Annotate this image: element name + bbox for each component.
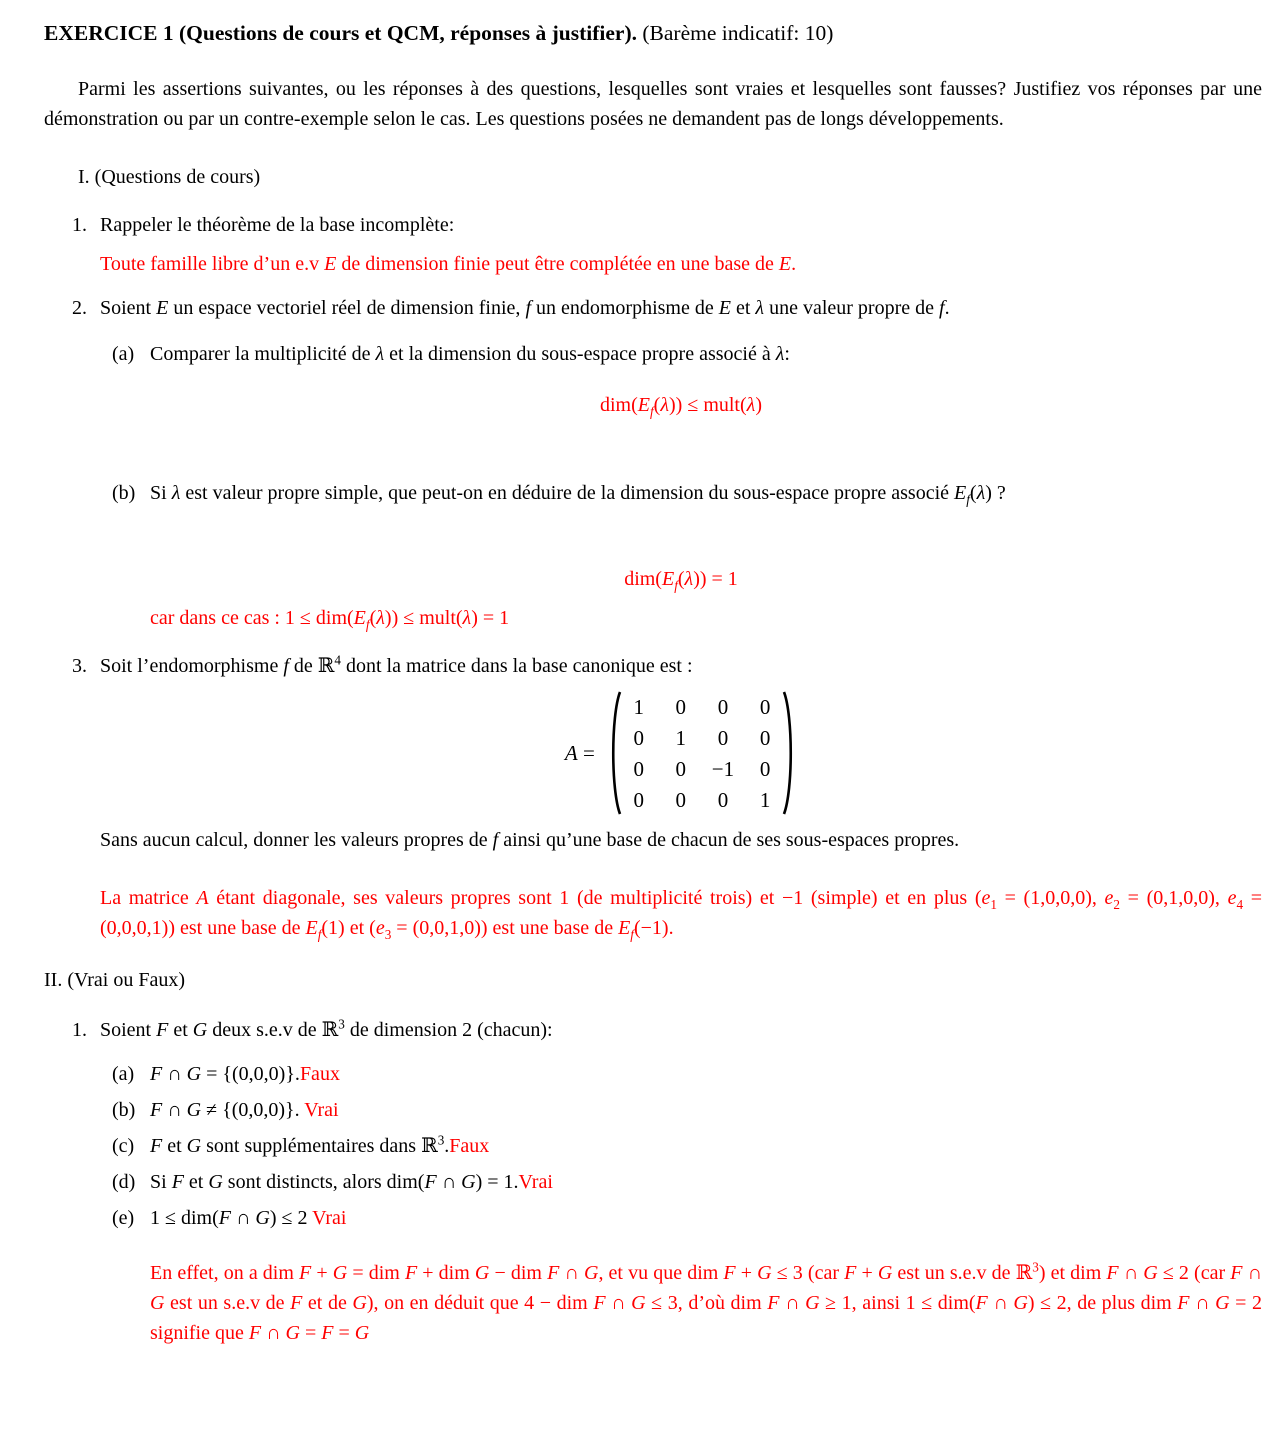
matrix-cell: 0 (633, 725, 645, 750)
question-number: 1. (72, 214, 87, 236)
matrix-cell: 0 (759, 756, 771, 781)
matrix-cell: 0 (633, 787, 645, 812)
tf-label: (e) (112, 1207, 135, 1229)
exercise-title-bold: EXERCICE 1 (Questions de cours et QCM, réponses à justifier). (44, 21, 638, 45)
answer-q1: Toute famille libre d’un e.v E de dimension finie peut être complétée en une base de E. (100, 253, 797, 275)
matrix-cell: 0 (759, 725, 771, 750)
question-text: Soit l’endomorphisme f de ℝ$^4$ dont la matrice dans la base canonique est : (100, 652, 693, 677)
tf-label: (c) (112, 1135, 135, 1157)
subquestion-label: (b) (112, 482, 136, 504)
matrix-cell: 1 (675, 725, 687, 750)
question-2b (100, 478, 1262, 508)
exercise-title-scale: (Barème indicatif: 10) (642, 21, 834, 45)
subquestion-label: (a) (112, 343, 135, 365)
question-number: 2. (72, 297, 87, 319)
tf-item-d (100, 1167, 1262, 1197)
matrix-left-paren-icon (607, 689, 623, 817)
question-text: Soient E un espace vectoriel réel de dimension finie, f un endomorphisme de E et λ une valeur propre de f. (100, 297, 950, 319)
matrix-cell: 0 (675, 756, 687, 781)
tf-statement: Si F et G sont distincts, alors dim(F ∩ G) = 1. (150, 1171, 519, 1193)
tf-item-e (100, 1203, 1262, 1233)
section-title: (Vrai ou Faux) (67, 969, 185, 991)
matrix-cell: 0 (759, 694, 771, 719)
answer-q3: La matrice A étant diagonale, ses valeurs propres sont 1 (de multiplicité trois) et −1 (simple) et en plus ($e_1 = (1,0,0,0)$, $e_2 = (0,1,0,0)$, $e_4 = (0,0,0,1)$) est une base de $E_f(1)$ et $(e_3 = (0,0,1,0))$ est une base de $E_f(-1)$. (100, 887, 1262, 942)
tf-verdict: Faux (449, 1135, 490, 1157)
section-heading-II (44, 965, 1262, 995)
intro-paragraph: Parmi les assertions suivantes, ou les réponses à des questions, lesquelles sont vraies et lesquelles sont fausses? Justifiez vos réponses par une démonstration ou par un contre-exemple selon le cas. Les questions posées ne demandent pas de longs développements. (44, 78, 1262, 130)
matrix (628, 694, 776, 813)
matrix-cell: 1 (633, 694, 645, 719)
question-number: 3. (72, 655, 87, 677)
tf-label: (d) (112, 1171, 136, 1193)
section-title: (Questions de cours) (94, 166, 261, 188)
answer-equation-2b: $dim(E_f(\lambda)) = 1$ (624, 568, 738, 593)
tf-statement: F et G sont supplémentaires dans ℝ$^3$. (150, 1132, 450, 1157)
question-II-1 (44, 1015, 1262, 1348)
question-1 (44, 210, 1262, 279)
tf-verdict: Faux (299, 1063, 340, 1085)
section-label: I. (78, 166, 90, 188)
section-label: II. (44, 969, 63, 991)
subquestion-text: Si λ est valeur propre simple, que peut-on en déduire de la dimension du sous-espace propre associé $E_f(\lambda)$ ? (150, 482, 1006, 507)
answer-equation-2a: $dim(E_f(\lambda))$ ≤ mult(λ) (600, 394, 762, 419)
question-text: Soient F et G deux s.e.v de ℝ$^3$ de dimension 2 (chacun): (100, 1016, 553, 1041)
matrix-cell: 0 (717, 694, 729, 719)
matrix-cell: 0 (717, 725, 729, 750)
subquestion-text: Comparer la multiplicité de λ et la dimension du sous-espace propre associé à λ: (150, 343, 790, 365)
tf-item-a (100, 1059, 1262, 1089)
tf-verdict: Vrai (518, 1171, 553, 1193)
exercise-title (44, 18, 1262, 48)
tf-statement: F ∩ G = {(0,0,0)}. (150, 1063, 300, 1085)
question-2a (100, 339, 1262, 369)
matrix-lhs: A = (564, 741, 595, 765)
tf-statement: F ∩ G ≠ {(0,0,0)}. (150, 1099, 305, 1121)
tf-label: (a) (112, 1063, 135, 1085)
matrix-equation (100, 683, 1262, 823)
matrix-cell: 1 (759, 787, 771, 812)
tf-statement: 1 ≤ dim(F ∩ G) ≤ 2 (150, 1207, 313, 1229)
tf-verdict: Vrai (312, 1207, 347, 1229)
matrix-cell: 0 (675, 694, 687, 719)
tf-item-b (100, 1095, 1262, 1125)
matrix-cell: −1 (711, 756, 735, 781)
answer-note-2b: car dans ce cas : $1 \le dim(E_f(\lambda))$ ≤ mult(λ) = 1 (150, 607, 510, 632)
matrix-right-paren-icon (781, 689, 797, 817)
tf-verdict: Vrai (304, 1099, 339, 1121)
question-2 (44, 293, 1262, 633)
question-number: 1. (72, 1019, 87, 1041)
matrix-cell: 0 (717, 787, 729, 812)
tf-item-c (100, 1131, 1262, 1161)
question-3 (44, 651, 1262, 943)
question-3-text2: Sans aucun calcul, donner les valeurs propres de f ainsi qu’une base de chacun de ses sous-espaces propres. (100, 829, 960, 851)
tf-label: (b) (112, 1099, 136, 1121)
true-false-list (100, 1059, 1262, 1233)
matrix-cell: 0 (633, 756, 645, 781)
section-heading-I (44, 162, 1262, 192)
tf-justification: En effet, on a dim F + G = dim F + dim G − dim F ∩ G, et vu que dim F + G ≤ 3 (car F + G est un s.e.v de ℝ$^3$) et dim F ∩ G ≤ 2 (car F ∩ G est un s.e.v de F et de G), on en déduit que 4 − dim F ∩ G ≤ 3, d’où dim F ∩ G ≥ 1, ainsi 1 ≤ dim(F ∩ G) ≤ 2, de plus dim F ∩ G = 2 signifie que F ∩ G = F = G (150, 1259, 1263, 1344)
question-text: Rappeler le théorème de la base incomplète: (100, 214, 455, 236)
matrix-cell: 0 (675, 787, 687, 812)
